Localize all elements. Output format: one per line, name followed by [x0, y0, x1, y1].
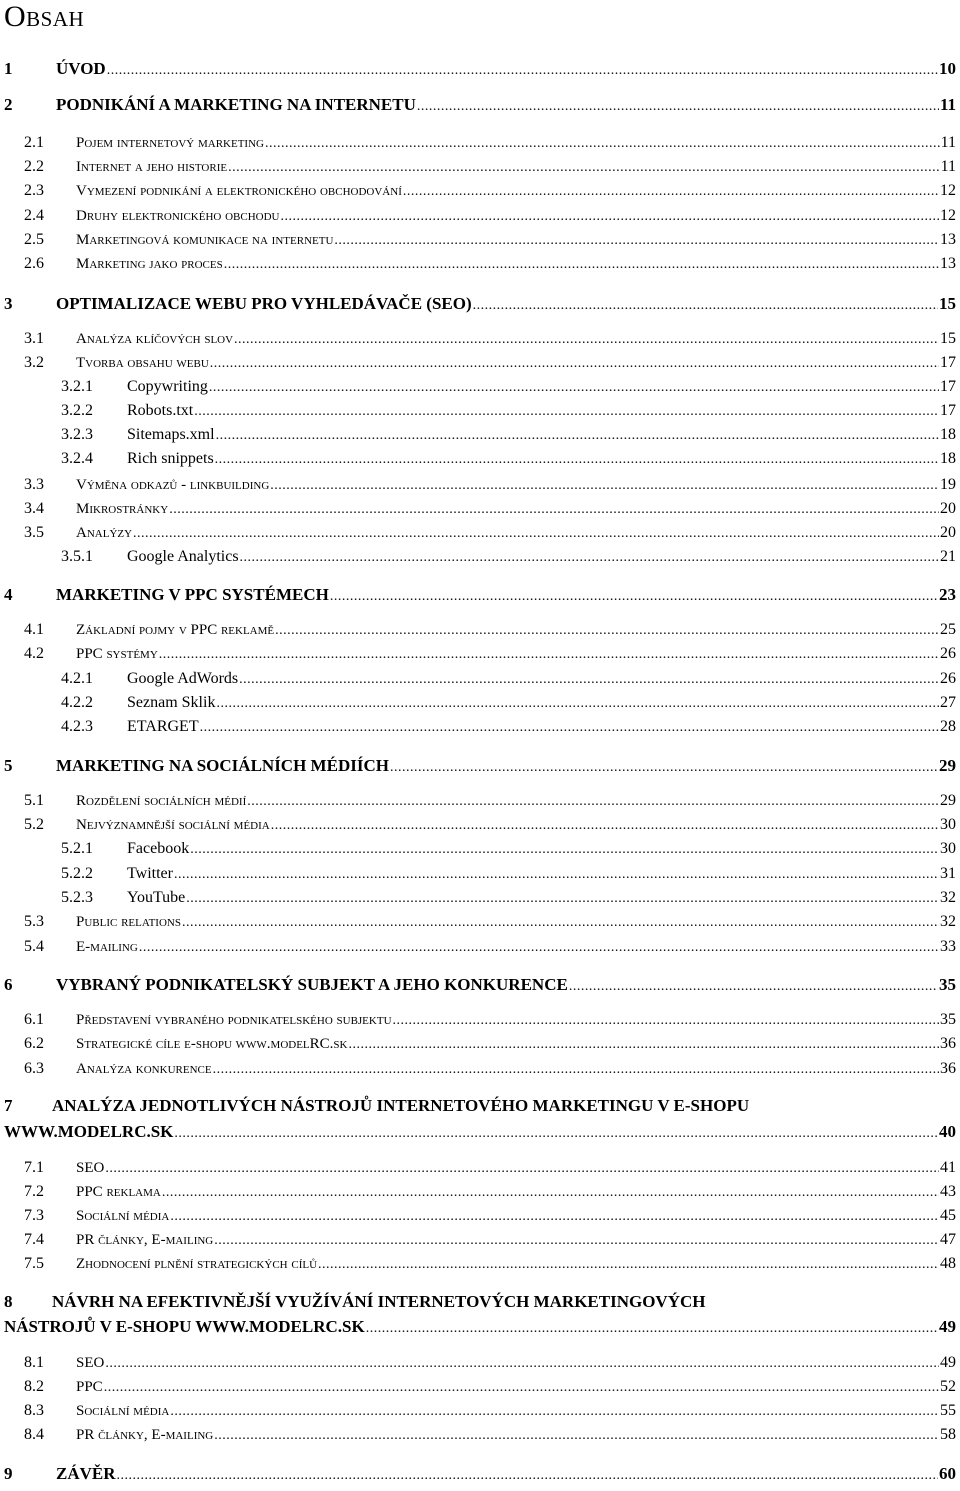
toc-entry-number: 3.2 — [24, 354, 44, 371]
toc-entry-number: 3.4 — [24, 500, 44, 517]
toc-entry-label: Vymezení podnikání a elektronického obchodování — [76, 183, 402, 199]
toc-entry-section-6-2[interactable] — [0, 1035, 956, 1053]
toc-entry-page: 32 — [940, 913, 956, 930]
toc-leader-dots — [275, 623, 939, 639]
toc-entry-page: 12 — [940, 207, 956, 224]
toc-entry-number: 2.2 — [24, 158, 44, 175]
toc-entry-label: PPC systémy — [76, 646, 158, 662]
toc-leader-dots — [174, 867, 939, 883]
toc-entry-number: 4.2.1 — [61, 670, 93, 687]
toc-entry-number: 5.4 — [24, 938, 44, 955]
toc-entry-page: 52 — [940, 1378, 956, 1395]
toc-entry-label: OPTIMALIZACE WEBU PRO VYHLEDÁVAČE (SEO) — [56, 294, 472, 313]
toc-entry-page: 12 — [940, 182, 956, 199]
toc-leader-dots — [228, 160, 940, 176]
toc-entry-label: Výměna odkazů - linkbuilding — [76, 477, 270, 493]
toc-entry-section-5-1[interactable] — [0, 792, 956, 810]
toc-leader-dots — [234, 332, 939, 348]
toc-entry-page: 48 — [940, 1255, 956, 1272]
toc-entry-number: 3.1 — [24, 330, 44, 347]
toc-leader-dots — [270, 478, 939, 494]
toc-entry-number: 8 — [4, 1292, 13, 1311]
toc-entry-number: 2.4 — [24, 207, 44, 224]
toc-entry-page: 60 — [939, 1464, 956, 1483]
toc-entry-section-4-2-1[interactable] — [0, 670, 956, 688]
toc-leader-dots — [417, 99, 939, 115]
toc-entry-label: Druhy elektronického obchodu — [76, 208, 280, 224]
toc-entry-page: 47 — [940, 1231, 956, 1248]
toc-entry-number: 5.2.3 — [61, 889, 93, 906]
toc-leader-dots — [216, 696, 939, 712]
toc-entry-section-3-2-1[interactable] — [0, 378, 956, 396]
toc-entry-section-5-2-2[interactable] — [0, 865, 956, 883]
toc-entry-number: 9 — [4, 1464, 13, 1483]
toc-entry-page: 19 — [940, 476, 956, 493]
toc-entry-label: ÚVOD — [56, 59, 106, 78]
toc-entry-label: PR články, E-mailing — [76, 1232, 214, 1248]
toc-entry-page: 13 — [940, 231, 956, 248]
toc-entry-number: 5.3 — [24, 913, 44, 930]
toc-leader-dots — [216, 428, 939, 444]
toc-entry-number: 8.2 — [24, 1378, 44, 1395]
toc-leader-dots — [393, 1013, 939, 1029]
toc-entry-number: 3.2.3 — [61, 426, 93, 443]
toc-leader-dots — [170, 1209, 939, 1225]
toc-entry-page: 20 — [940, 524, 956, 541]
toc-entry-label: Strategické cíle e-shopu www.modelRC.sk — [76, 1036, 348, 1052]
toc-entry-section-3-4[interactable] — [0, 500, 956, 518]
toc-entry-section-7-2[interactable] — [0, 1183, 956, 1201]
toc-entry-page: 15 — [939, 294, 956, 313]
toc-leader-dots — [473, 298, 938, 314]
toc-leader-dots — [162, 1185, 939, 1201]
toc-leader-dots — [186, 891, 939, 907]
toc-entry-page: 43 — [940, 1183, 956, 1200]
toc-entry-section-8-3[interactable] — [0, 1402, 956, 1420]
toc-entry-page: 20 — [940, 500, 956, 517]
toc-entry-section-7-4[interactable] — [0, 1231, 956, 1249]
toc-entry-page: 26 — [940, 670, 956, 687]
toc-entry-page: 15 — [940, 330, 956, 347]
toc-entry-number: 6.2 — [24, 1035, 44, 1052]
toc-entry-label: Sociální média — [76, 1208, 170, 1224]
toc-entry-number: 2.6 — [24, 255, 44, 272]
toc-entry-number: 2.1 — [24, 134, 44, 151]
toc-entry-page: 11 — [940, 158, 956, 175]
toc-entry-number: 5.2 — [24, 816, 44, 833]
toc-entry-section-2-1[interactable] — [0, 134, 956, 152]
toc-entry-chapter-2[interactable] — [0, 95, 956, 115]
toc-entry-page: 36 — [940, 1035, 956, 1052]
toc-entry-number: 2.3 — [24, 182, 44, 199]
toc-leader-dots — [174, 1126, 938, 1142]
toc-entry-label: ZÁVĚR — [56, 1464, 116, 1483]
toc-entry-number: 7.5 — [24, 1255, 44, 1272]
toc-leader-dots — [214, 1428, 939, 1444]
toc-entry-section-8-2[interactable] — [0, 1378, 956, 1396]
toc-entry-label: YouTube — [127, 889, 186, 906]
toc-entry-section-4-1[interactable] — [0, 621, 956, 639]
toc-entry-page: 28 — [940, 718, 956, 735]
toc-entry-page: 58 — [940, 1426, 956, 1443]
toc-entry-page: 18 — [940, 450, 956, 467]
toc-entry-number: 7.4 — [24, 1231, 44, 1248]
toc-leader-dots — [334, 233, 939, 249]
toc-entry-page: 17 — [940, 378, 956, 395]
toc-entry-page: 45 — [940, 1207, 956, 1224]
toc-entry-number: 5.2.2 — [61, 865, 93, 882]
toc-entry-page: 17 — [940, 402, 956, 419]
toc-entry-number: 7.3 — [24, 1207, 44, 1224]
toc-entry-label: Internet a jeho historie — [76, 159, 228, 175]
toc-entry-number: 5.1 — [24, 792, 44, 809]
toc-entry-label: NÁVRH NA EFEKTIVNĚJŠÍ VYUŽÍVÁNÍ INTERNETOVÝCH MARKETINGOVÝCH — [52, 1292, 706, 1311]
toc-entry-number: 4 — [4, 585, 13, 604]
toc-entry-page: 31 — [940, 865, 956, 882]
toc-entry-page: 35 — [940, 1011, 956, 1028]
toc-title: Obsah — [4, 0, 85, 33]
toc-entry-page: 36 — [940, 1060, 956, 1077]
toc-leader-dots — [182, 915, 939, 931]
toc-leader-dots — [190, 842, 939, 858]
toc-entry-number: 4.2 — [24, 645, 44, 662]
toc-entry-label: PODNIKÁNÍ A MARKETING NA INTERNETU — [56, 95, 416, 114]
toc-leader-dots — [224, 257, 939, 273]
toc-entry-chapter-1[interactable] — [0, 59, 956, 79]
toc-entry-page: 23 — [939, 585, 956, 604]
toc-leader-dots — [318, 1257, 939, 1273]
toc-entry-page: 10 — [939, 59, 956, 78]
toc-leader-dots — [105, 1356, 939, 1372]
toc-entry-section-5-4[interactable] — [0, 938, 956, 956]
toc-entry-page: 30 — [940, 816, 956, 833]
toc-entry-label: ANALÝZA JEDNOTLIVÝCH NÁSTROJŮ INTERNETOVÉHO MARKETINGU V E-SHOPU — [52, 1096, 750, 1115]
toc-entry-section-5-2[interactable] — [0, 816, 956, 834]
toc-entry-label: VYBRANÝ PODNIKATELSKÝ SUBJEKT A JEHO KONKURENCE — [56, 975, 568, 994]
toc-entry-label: SEO — [76, 1355, 105, 1371]
toc-leader-dots — [213, 1062, 939, 1078]
toc-entry-section-3-2-3[interactable] — [0, 426, 956, 444]
toc-leader-dots — [247, 794, 939, 810]
toc-entry-chapter-4[interactable] — [0, 585, 956, 605]
toc-entry-section-5-2-1[interactable] — [0, 840, 956, 858]
toc-leader-dots — [107, 63, 938, 79]
toc-entry-section-3-5[interactable] — [0, 524, 956, 542]
toc-leader-dots — [214, 1233, 939, 1249]
toc-entry-label: Google Analytics — [127, 548, 239, 565]
toc-entry-continuation[interactable] — [4, 1317, 956, 1337]
toc-entry-label: PR články, E-mailing — [76, 1427, 214, 1443]
toc-leader-dots — [348, 1037, 939, 1053]
toc-leader-dots — [390, 760, 938, 776]
toc-entry-label: SEO — [76, 1160, 105, 1176]
toc-entry-number: 7.2 — [24, 1183, 44, 1200]
toc-entry-section-3-2-2[interactable] — [0, 402, 956, 420]
toc-entry-page: 18 — [940, 426, 956, 443]
toc-entry-number: 3.5.1 — [61, 548, 93, 565]
toc-entry-label: Marketingová komunikace na internetu — [76, 232, 334, 248]
toc-leader-dots — [210, 356, 939, 372]
toc-entry-label: Marketing jako proces — [76, 256, 223, 272]
toc-entry-section-4-2-3[interactable] — [0, 718, 956, 736]
toc-entry-label: Rozdělení sociálních médií — [76, 793, 247, 809]
toc-entry-label: E-mailing — [76, 939, 138, 955]
toc-entry-page: 41 — [940, 1159, 956, 1176]
toc-leader-dots — [569, 979, 938, 995]
toc-entry-section-3-3[interactable] — [0, 476, 956, 494]
toc-leader-dots — [194, 404, 939, 420]
toc-entry-label: Zhodnocení plnění strategických cílů — [76, 1256, 318, 1272]
toc-entry-page: 49 — [940, 1354, 956, 1371]
toc-leader-dots — [104, 1380, 939, 1396]
toc-entry-number: 5 — [4, 756, 13, 775]
toc-entry-label: PPC — [76, 1379, 103, 1395]
toc-entry-chapter-5[interactable] — [0, 756, 956, 776]
toc-entry-label: Nejvýznamnější sociální média — [76, 817, 270, 833]
toc-leader-dots — [366, 1321, 938, 1337]
toc-entry-section-3-5-1[interactable] — [0, 548, 956, 566]
toc-entry-section-7-1[interactable] — [0, 1159, 956, 1177]
toc-entry-label: Pojem internetový marketing — [76, 135, 264, 151]
toc-entry-page: 11 — [939, 95, 956, 114]
toc-entry-section-5-3[interactable] — [0, 913, 956, 931]
toc-entry-section-3-1[interactable] — [0, 330, 956, 348]
toc-entry-number: 4.1 — [24, 621, 44, 638]
toc-entry-section-8-1[interactable] — [0, 1354, 956, 1372]
toc-leader-dots — [200, 720, 939, 736]
toc-entry-page: 55 — [940, 1402, 956, 1419]
toc-leader-dots — [169, 502, 939, 518]
toc-entry-page: 35 — [939, 975, 956, 994]
toc-entry-label: MARKETING V PPC SYSTÉMECH — [56, 585, 329, 604]
toc-entry-number: 3.2.1 — [61, 378, 93, 395]
toc-entry-section-6-3[interactable] — [0, 1060, 956, 1078]
toc-leader-dots — [159, 647, 939, 663]
toc-entry-label: Sitemaps.xml — [127, 426, 215, 443]
toc-entry-page: 49 — [939, 1317, 956, 1336]
toc-entry-label: Rich snippets — [127, 450, 214, 467]
toc-entry-label: MARKETING NA SOCIÁLNÍCH MÉDIÍCH — [56, 756, 389, 775]
toc-entry-number: 2 — [4, 95, 13, 114]
toc-entry-label: Public relations — [76, 914, 181, 930]
toc-entry-section-2-4[interactable] — [0, 207, 956, 225]
toc-entry-number: 3.3 — [24, 476, 44, 493]
toc-entry-chapter-6[interactable] — [0, 975, 956, 995]
toc-entry-label: ETARGET — [127, 718, 199, 735]
toc-entry-label: Facebook — [127, 840, 190, 857]
toc-entry-label: Seznam Sklik — [127, 694, 216, 711]
toc-entry-page: 26 — [940, 645, 956, 662]
toc-entry-number: 6.3 — [24, 1060, 44, 1077]
toc-entry-page: 40 — [939, 1122, 956, 1141]
toc-entry-section-2-5[interactable] — [0, 231, 956, 249]
toc-entry-number: 4.2.3 — [61, 718, 93, 735]
toc-entry-page: 11 — [940, 134, 956, 151]
toc-entry-number: 3.2.2 — [61, 402, 93, 419]
toc-entry-page: 13 — [940, 255, 956, 272]
toc-entry-continuation[interactable] — [4, 1122, 956, 1142]
toc-entry-number: 3 — [4, 294, 13, 313]
toc-entry-number: 3.2.4 — [61, 450, 93, 467]
toc-leader-dots — [403, 184, 939, 200]
toc-leader-dots — [215, 452, 939, 468]
toc-leader-dots — [330, 589, 938, 605]
toc-entry-section-2-6[interactable] — [0, 255, 956, 273]
toc-entry-label: Tvorba obsahu webu — [76, 355, 209, 371]
toc-entry-page: 17 — [940, 354, 956, 371]
toc-leader-dots — [117, 1468, 938, 1484]
toc-entry-number: 7 — [4, 1096, 13, 1115]
toc-leader-dots — [271, 818, 939, 834]
toc-entry-label: Analýzy — [76, 525, 133, 541]
toc-entry-section-7-5[interactable] — [0, 1255, 956, 1273]
toc-leader-dots — [139, 940, 939, 956]
toc-entry-section-2-3[interactable] — [0, 182, 956, 200]
toc-leader-dots — [265, 136, 940, 152]
toc-entry-section-2-2[interactable] — [0, 158, 956, 176]
toc-leader-dots — [209, 380, 939, 396]
toc-entry-label: Robots.txt — [127, 402, 194, 419]
toc-entry-label: Sociální média — [76, 1403, 170, 1419]
toc-entry-number: 8.3 — [24, 1402, 44, 1419]
toc-entry-number: 2.5 — [24, 231, 44, 248]
toc-entry-number: 1 — [4, 59, 13, 78]
toc-entry-label-continued: WWW.MODELRC.SK — [4, 1122, 174, 1141]
toc-entry-chapter-9[interactable] — [0, 1464, 956, 1484]
toc-entry-number: 3.5 — [24, 524, 44, 541]
toc-entry-section-3-2[interactable] — [0, 354, 956, 372]
toc-entry-page: 33 — [940, 938, 956, 955]
toc-entry-page: 29 — [939, 756, 956, 775]
toc-entry-page: 21 — [940, 548, 956, 565]
toc-entry-number: 6.1 — [24, 1011, 44, 1028]
toc-entry-label: Analýza konkurence — [76, 1061, 212, 1077]
toc-entry-number: 6 — [4, 975, 13, 994]
toc-entry-label: Základní pojmy v PPC reklamě — [76, 622, 275, 638]
toc-entry-section-5-2-3[interactable] — [0, 889, 956, 907]
toc-entry-label: Představení vybraného podnikatelského subjektu — [76, 1012, 392, 1028]
toc-entry-chapter-3[interactable] — [0, 294, 956, 314]
toc-entry-page: 32 — [940, 889, 956, 906]
toc-entry-label: PPC reklama — [76, 1184, 161, 1200]
toc-leader-dots — [105, 1161, 939, 1177]
toc-leader-dots — [240, 550, 939, 566]
toc-entry-page: 27 — [940, 694, 956, 711]
toc-entry-section-4-2-2[interactable] — [0, 694, 956, 712]
toc-entry-section-8-4[interactable] — [0, 1426, 956, 1444]
toc-leader-dots — [239, 672, 939, 688]
toc-entry-label: Copywriting — [127, 378, 208, 395]
toc-entry-section-4-2[interactable] — [0, 645, 956, 663]
toc-entry-section-3-2-4[interactable] — [0, 450, 956, 468]
toc-leader-dots — [170, 1404, 939, 1420]
toc-entry-number: 4.2.2 — [61, 694, 93, 711]
toc-entry-label: Analýza klíčových slov — [76, 331, 234, 347]
toc-entry-number: 5.2.1 — [61, 840, 93, 857]
toc-entry-page: 30 — [940, 840, 956, 857]
toc-entry-label: Mikrostránky — [76, 501, 169, 517]
toc-entry-chapter-7[interactable] — [4, 1096, 749, 1116]
toc-entry-page: 25 — [940, 621, 956, 638]
toc-leader-dots — [281, 209, 940, 225]
toc-entry-chapter-8[interactable] — [4, 1292, 706, 1312]
toc-entry-label: Twitter — [127, 865, 173, 882]
toc-entry-number: 7.1 — [24, 1159, 44, 1176]
toc-entry-number: 8.1 — [24, 1354, 44, 1371]
toc-entry-label-continued: NÁSTROJŮ V E-SHOPU WWW.MODELRC.SK — [4, 1317, 365, 1336]
toc-entry-section-6-1[interactable] — [0, 1011, 956, 1029]
toc-entry-number: 8.4 — [24, 1426, 44, 1443]
toc-leader-dots — [133, 526, 939, 542]
toc-entry-label: Google AdWords — [127, 670, 239, 687]
toc-entry-page: 29 — [940, 792, 956, 809]
toc-entry-section-7-3[interactable] — [0, 1207, 956, 1225]
